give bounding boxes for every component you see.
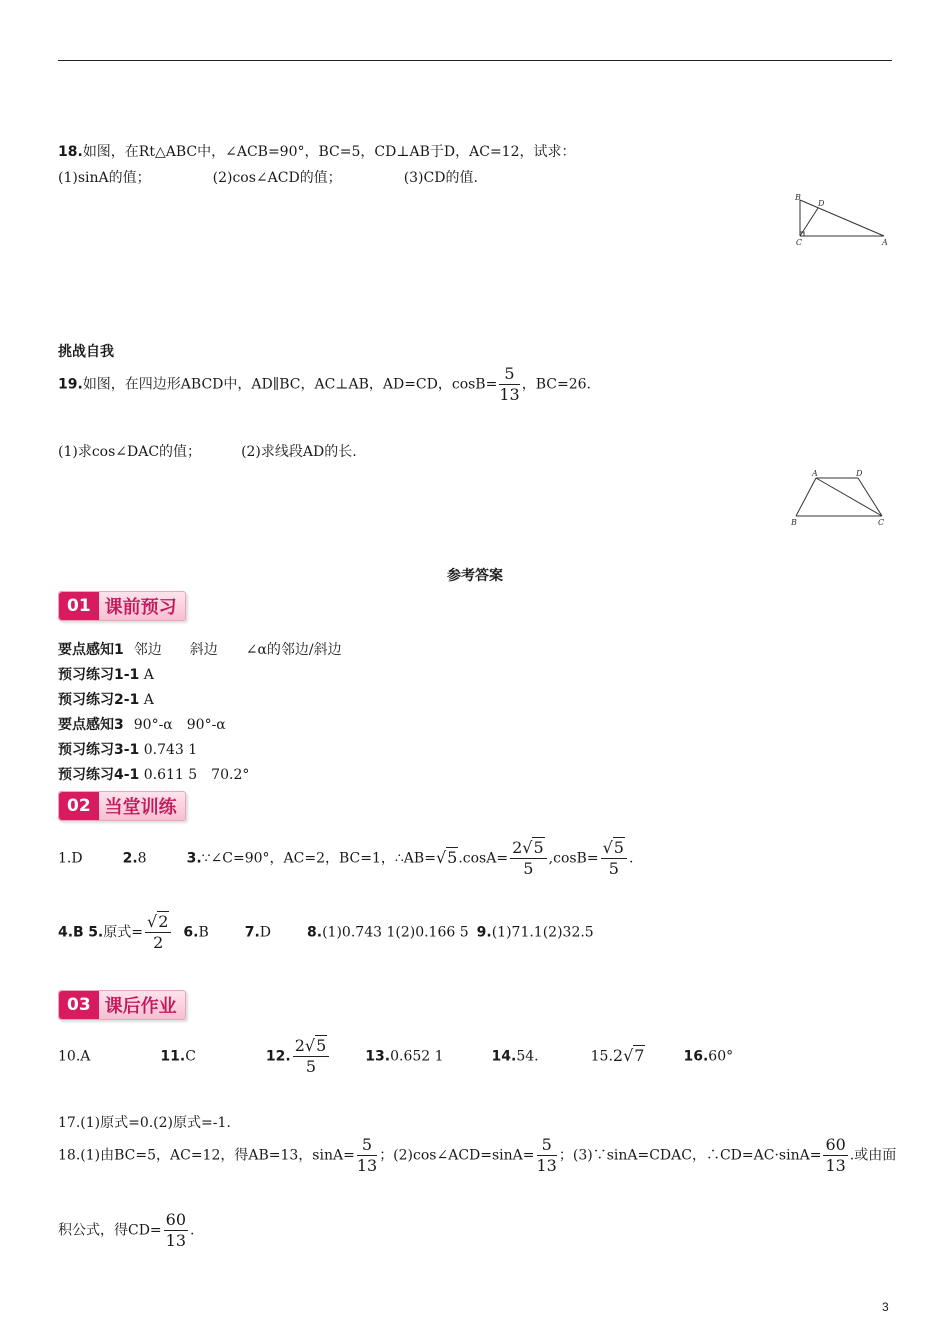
section-banner-preview: 01 课前预习 xyxy=(58,591,186,621)
answers-heading: 参考答案 xyxy=(447,568,503,584)
fig-label: C xyxy=(796,238,803,246)
fraction: $\frac{5}{13}$ xyxy=(356,1135,378,1175)
q18-statement: 18.如图，在Rt△ABC中，∠ACB=90°，BC=5，CD⊥AB于D，AC=12，试求： xyxy=(58,144,576,160)
fig-label: D xyxy=(856,469,863,478)
answer-17: 17.(1)原式=0.(2)原式=-1. xyxy=(58,1115,231,1131)
challenge-heading: 挑战自我 xyxy=(58,344,114,360)
fraction: $\frac{√5}{5}$ xyxy=(601,840,627,877)
fig-label: B xyxy=(791,518,797,527)
fig-label: A xyxy=(882,238,888,246)
q18-triangle-figure xyxy=(790,192,894,246)
fraction: $\frac{2√5}{5}$ xyxy=(293,1038,330,1075)
fraction: $\frac{√2}{2}$ xyxy=(145,914,171,951)
q18-parts: (1)sinA的值； (2)cos∠ACD的值； (3)CD的值. xyxy=(58,170,478,186)
sqrt-expr: √5 xyxy=(435,847,458,867)
header-rule xyxy=(58,60,892,61)
classwork-answers-line1: 1.D 2.8 3.∵∠C=90°，AC=2，BC=1，∴AB=√5.cosA= $\frac{2√5}{5}$ ,cosB= $\frac{√5}{5}$ . xyxy=(58,838,634,878)
answer-row: 要点感知3 90°-α 90°-α xyxy=(58,717,226,733)
fig-label: D xyxy=(818,199,825,208)
page-number: 3 xyxy=(882,1300,889,1314)
answer-row: 预习练习2-1 A xyxy=(58,692,154,708)
section-banner-homework: 03 课后作业 xyxy=(58,990,186,1020)
classwork-answers-line2: 4.B 5.原式= $\frac{√2}{2}$ 6.B 7.D 8.(1)0.743 1(2)0.166 5 9.(1)71.1(2)32.5 xyxy=(58,912,594,952)
homework-answers-line1: 10.A 11.C 12. $\frac{2√5}{5}$ 13.0.652 1 14.54. 15.2√7 16.60° xyxy=(58,1036,734,1076)
fig-label: B xyxy=(795,193,801,202)
q19-trapezoid-figure xyxy=(786,466,894,528)
answer-row: 预习练习3-1 0.743 1 xyxy=(58,742,198,758)
section-banner-classwork: 02 当堂训练 xyxy=(58,791,186,821)
fraction: $\frac{60}{13}$ xyxy=(825,1135,846,1175)
q19-parts: (1)求cos∠DAC的值； (2)求线段AD的长. xyxy=(58,444,357,460)
fig-label: A xyxy=(812,469,818,478)
fraction: $\frac{2√5}{5}$ xyxy=(510,840,547,877)
answer-row: 预习练习4-1 0.611 5 70.2° xyxy=(58,767,250,783)
q19-statement: 19.如图，在四边形ABCD中，AD∥BC，AC⊥AB，AD=CD，cosB= $\frac{5}{13}$ ，BC=26. xyxy=(58,364,591,404)
sqrt-expr: 2√7 xyxy=(612,1045,645,1065)
answer-row: 预习练习1-1 A xyxy=(58,667,154,683)
answer-18-line2: 积公式，得CD= $\frac{60}{13}$ . xyxy=(58,1210,195,1250)
fraction: $\frac{5}{13}$ xyxy=(536,1135,557,1175)
fraction: $\frac{5}{13}$ xyxy=(499,364,520,404)
answer-18-line1: 18.(1)由BC=5，AC=12，得AB=13，sinA= $\frac{5}{13}$ ；(2)cos∠ACD=sinA= $\frac{5}{13}$ ；(3)∵sinA=CDAC，∴CD=AC·sinA= $\frac{60}{13}$ .或由面 xyxy=(58,1135,897,1175)
fig-label: C xyxy=(878,518,885,527)
answer-row: 要点感知1 邻边 斜边 ∠α的邻边/斜边 xyxy=(58,642,342,658)
fraction: $\frac{60}{13}$ xyxy=(165,1210,187,1250)
